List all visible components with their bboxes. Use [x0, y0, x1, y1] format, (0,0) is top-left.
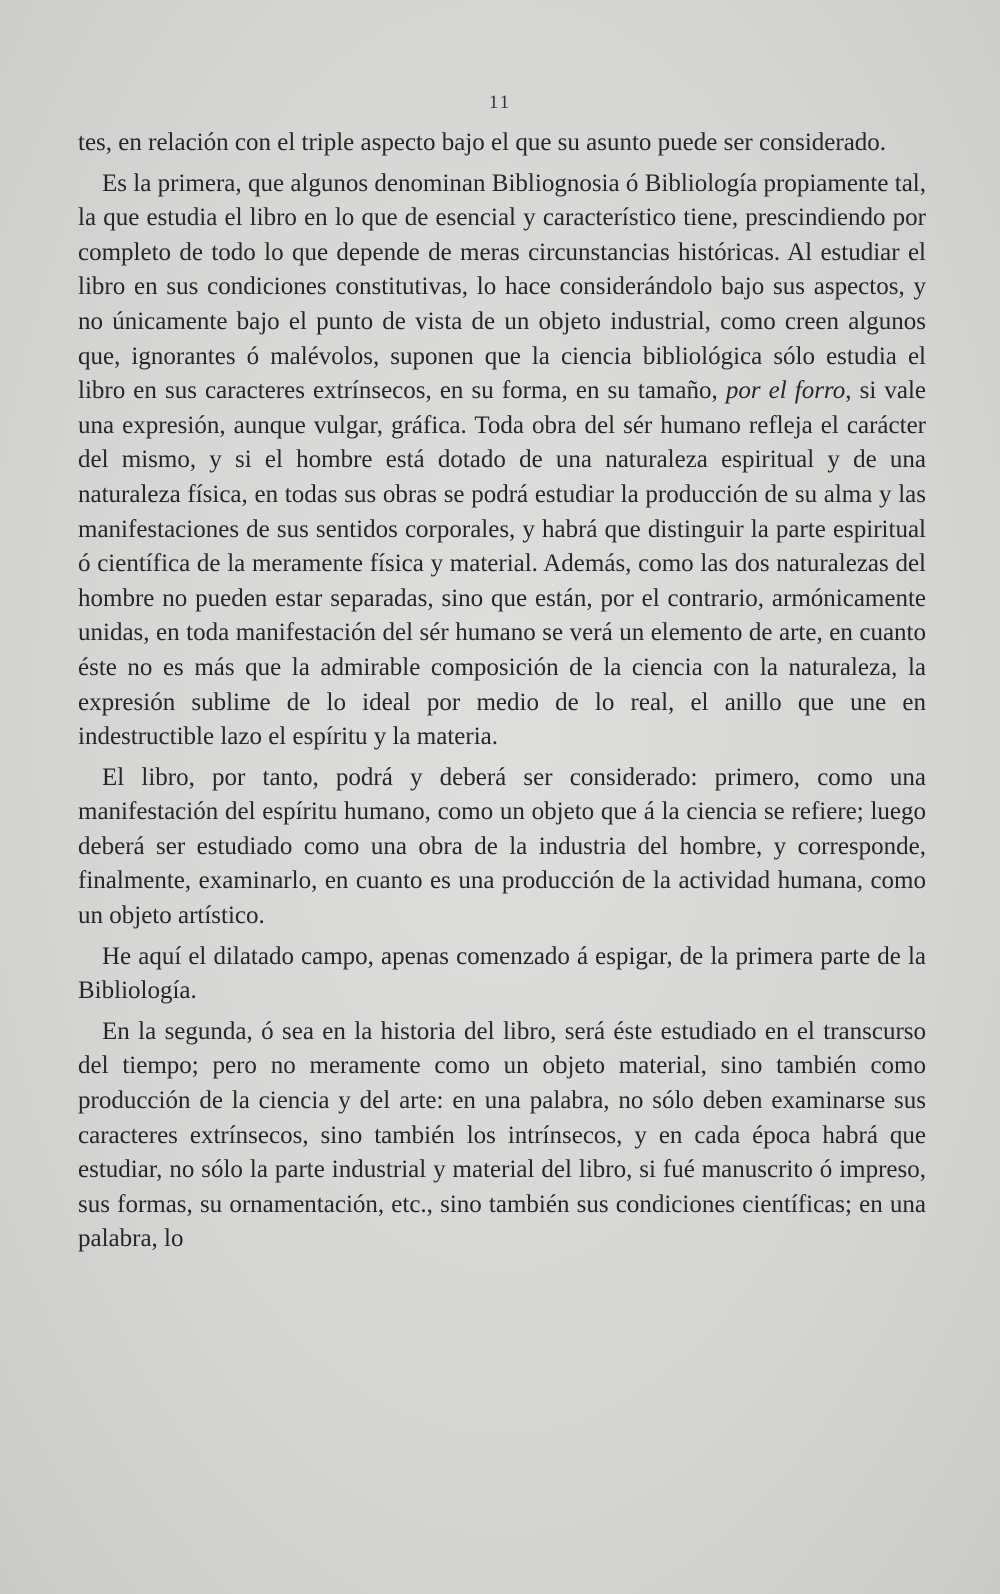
italic-phrase: por el forro: [725, 377, 846, 405]
paragraph-text: He aquí el dilatado campo, apenas comenzado á espigar, de la primera parte de la Bibliología.: [78, 942, 926, 1005]
paragraph-1: [78, 126, 926, 161]
paragraph-text: En la segunda, ó sea en la historia del libro, será éste estudiado en el transcurso del tiempo; pero no meramente como un objeto material, sino también como producción de la ciencia y del arte: en una palabra, no sólo deben examinarse sus caracteres extrínsecos, sino también los intrínsecos, y en cada época habrá que estudiar, no sólo la parte industrial y material del libro, si fué manuscrito ó impreso, sus formas, su ornamentación, etc., sino también sus condiciones científicas; en una palabra, lo: [78, 1017, 926, 1253]
body-text: [78, 126, 926, 1257]
paragraph-text: Es la primera, que algunos denominan Bibliognosia ó Bibliología propiamente tal, la que estudia el libro en lo que de esencial y característico tiene, prescindiendo por completo de todo lo que depende de meras circunstancias históricas. Al estudiar el libro en sus condiciones constitutivas, lo hace considerándolo bajo sus aspectos, y no únicamente bajo el punto de vista de un objeto industrial, como creen algunos que, ignorantes ó malévolos, suponen que la ciencia bibliológica sólo estudia el libro en sus caracteres extrínsecos, en su forma, en su tamaño,: [78, 169, 926, 405]
paragraph-3: [78, 761, 926, 934]
paragraph-text: , si vale una expresión, aunque vulgar, gráfica. Toda obra del sér humano refleja el carácter del mismo, y si el hombre está dotado de una naturaleza espiritual y de una naturaleza física, en todas sus obras se podrá estudiar la producción de su alma y las manifestaciones de sus sentidos corporales, y habrá que distinguir la parte espiritual ó científica de la meramente física y material. Además, como las dos naturalezas del hombre no pueden estar separadas, sino que están, por el contrario, armónicamente unidas, en toda manifestación del sér humano se verá un elemento de arte, en cuanto éste no es más que la admirable composición de la ciencia con la naturaleza, la expresión sublime de lo ideal por medio de lo real, el anillo que une en indestructible lazo el espíritu y la materia.: [78, 377, 926, 751]
paragraph-text: El libro, por tanto, podrá y deberá ser considerado: primero, como una manifestación del espíritu humano, como un objeto que á la ciencia se refiere; luego deberá ser estudiado como una obra de la industria del hombre, y corresponde, finalmente, examinarlo, en cuanto es una producción de la actividad humana, como un objeto artístico.: [78, 763, 926, 930]
page-number: 11: [488, 92, 512, 113]
paragraph-4: [78, 940, 926, 1009]
paragraph-text: tes, en relación con el triple aspecto bajo el que su asunto puede ser considerado.: [78, 129, 887, 156]
paragraph-2: [78, 167, 926, 755]
paragraph-5: [78, 1015, 926, 1257]
